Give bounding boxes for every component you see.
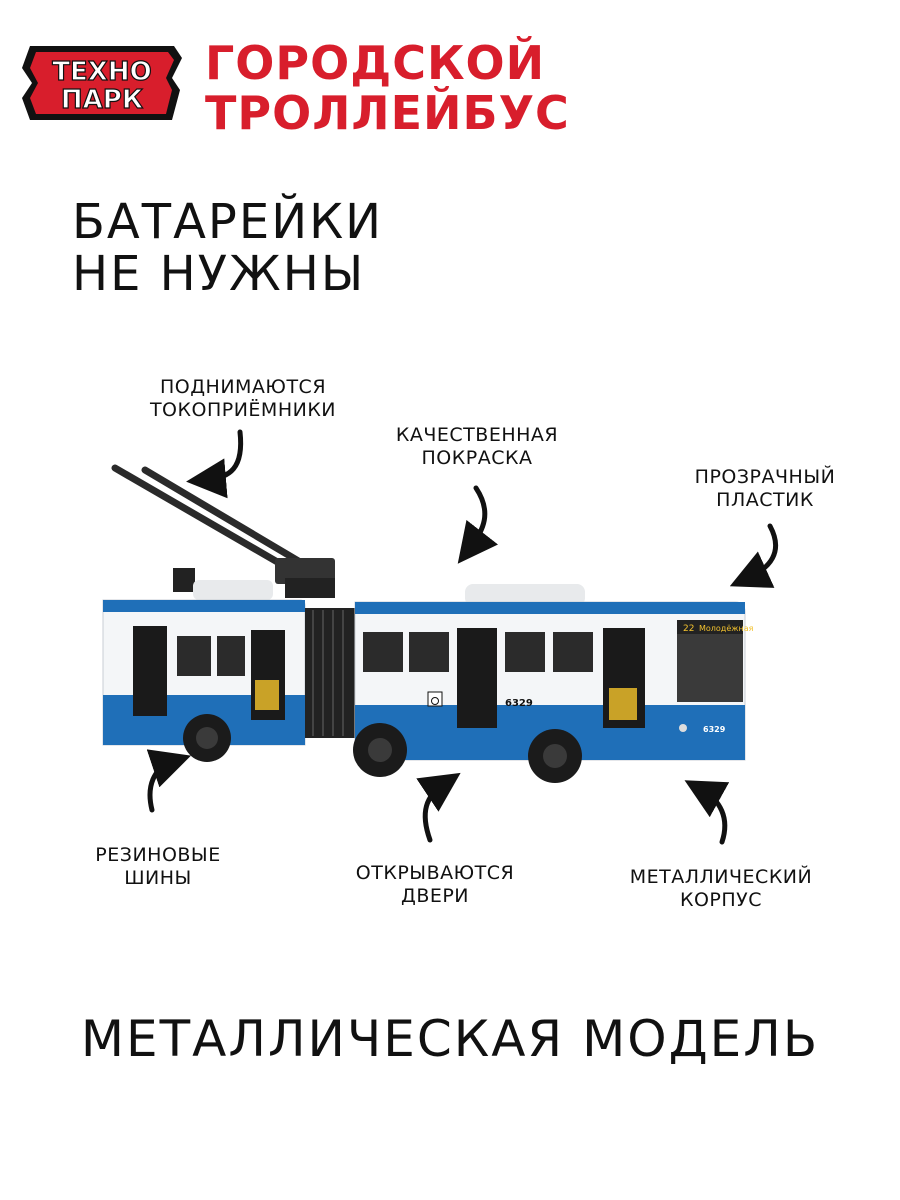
- feature-doors-line2: ДВЕРИ: [400, 885, 470, 907]
- logo-line1: ТЕХНО: [52, 57, 152, 87]
- trolley-poles: [115, 468, 335, 598]
- feature-tires-line1: РЕЗИНОВЫЕ: [95, 844, 221, 866]
- feature-paint-line1: КАЧЕСТВЕННАЯ: [395, 424, 559, 446]
- curved-arrow-icon: [425, 784, 444, 840]
- destination-sign: Молодёжная: [699, 624, 754, 633]
- feature-doors-line1: ОТКРЫВАЮТСЯ: [355, 862, 515, 884]
- feature-body-line2: КОРПУС: [679, 889, 763, 911]
- feature-poles-line1: ПОДНИМАЮТСЯ: [159, 376, 327, 398]
- title-line2: ТРОЛЛЕЙБУС: [205, 86, 570, 140]
- feature-poles-line2: ТОКОПРИЁМНИКИ: [149, 399, 337, 421]
- feature-paint-line2: ПОКРАСКА: [421, 447, 533, 469]
- feature-body-line1: МЕТАЛЛИЧЕСКИЙ: [629, 866, 813, 888]
- feature-plastic-line2: ПЛАСТИК: [716, 489, 814, 511]
- route-number: 22: [683, 624, 695, 634]
- feature-tires-line2: ШИНЫ: [124, 867, 192, 889]
- model-caption: МЕТАЛЛИЧЕСКАЯ МОДЕЛЬ: [80, 1010, 820, 1068]
- logo-line2: ПАРК: [60, 85, 144, 115]
- wheelchair-icon: [428, 692, 442, 706]
- fleet-number: 6329: [505, 698, 533, 709]
- curved-arrow-icon: [702, 790, 725, 842]
- trolleybus-illustration: [95, 460, 760, 790]
- batteries-line1: БАТАРЕЙКИ: [72, 194, 384, 250]
- feature-plastic-line1: ПРОЗРАЧНЫЙ: [694, 466, 836, 488]
- batteries-line2: НЕ НУЖНЫ: [72, 246, 366, 302]
- title-line1: ГОРОДСКОЙ: [205, 36, 546, 90]
- front-number: 6329: [703, 725, 726, 734]
